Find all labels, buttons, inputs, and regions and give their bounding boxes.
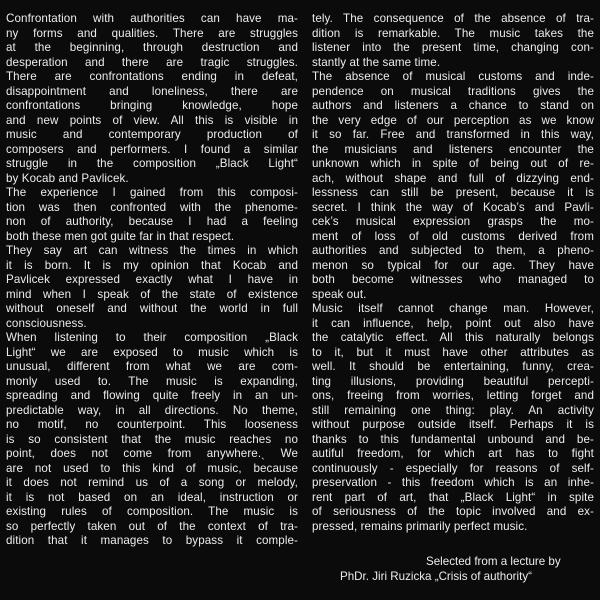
text-line: it is not based on an ideal, instruction or [6,490,298,504]
text-line: tely. The consequence of the absence of tra- [312,12,594,25]
text-line: ment of loss of old customs derived from [312,229,594,243]
text-line: Light“ we are exposed to music which is [6,345,298,359]
text-line: authors and listeners a chance to stand on [312,99,594,112]
text-line: tion was then confronted with the phenome- [6,200,298,214]
text-line: still remaining one thing: play. An activity [312,403,594,417]
text-line: without oneself and without the world in full [6,302,298,315]
text-line: stantly at the same time. [312,55,441,69]
text-line: monly used to. The music is expanding, [6,374,298,388]
text-line: lessness can still be present, because it is [312,186,594,199]
text-line: pressed, remains primarily perfect music. [312,519,528,533]
text-line: it does not remind us of a song or melody, [6,476,298,489]
text-line: preservation - this freedom which is an inhe- [312,476,594,489]
text-line: ny forms and qualities. There are struggles [6,26,298,40]
text-line: When listening to their composition „Black [6,331,298,344]
text-line: Confrontation with authorities can have ma- [6,12,298,25]
text-line: by Kocab and Pavlicek. [6,171,129,185]
text-line: secret. I think the way of Kocab’s and Pavli- [312,200,594,214]
text-line: music and contemporary production of [6,128,298,141]
text-line: well. It should be entertaining, funny, crea- [312,360,594,373]
text-line: autiful freedom, for which art has to fight [312,447,594,460]
text-line: is so consistent that the music reaches no [6,432,298,446]
text-line: The experience I gained from this composi- [6,186,298,199]
text-line: to it, but it must have other attributes as [312,345,594,359]
text-line: it can influence, help, point out also have [312,316,594,330]
text-line: of seriousness of the topic involved and ex- [312,505,594,518]
text-line: unusual, different from what we are com- [6,360,298,373]
text-line: There are confrontations ending in defeat, [6,70,298,83]
text-line: without purpose outside itself. Perhaps it is [312,418,594,431]
text-line: unknown which in spite of being out of re- [312,157,594,170]
text-line: at the beginning, through destruction and [6,41,298,54]
text-line: disappointment and loneliness, there are [6,84,298,98]
text-line: struggle in the composition „Black Light“ [6,157,298,170]
text-line: dition that it manages to bypass it comple- [6,534,298,547]
attribution-author: PhDr. Jiri Ruzicka „Crisis of authority“ [340,570,532,583]
right-text-column [312,12,594,534]
text-line: ons, freeing from worries, letting forget and [312,389,594,402]
text-line: desperation and there are tragic struggles. [6,55,298,69]
text-line: cek’s musical expression grasps the mo- [312,215,594,228]
text-line: point, does not come from anywhere.ˎ We [6,447,298,460]
text-line: Music itself cannot change man. However, [312,302,594,315]
text-line: confrontations bringing knowledge, hope [6,99,298,112]
left-text-column [6,12,298,549]
text-line: the catalytic effect. All this naturally belongs [312,331,594,344]
text-line: listener into the present time, changing con- [312,41,594,54]
text-line: the very edge of our perception as we know [312,113,594,127]
text-line: dition is remarkable. The music takes the [312,26,594,40]
text-line: it so far. Free and transformed in this way, [312,128,594,141]
text-line: are not used to this kind of music, because [6,461,298,475]
text-line: ting illusions, providing beautiful percepti- [312,374,594,388]
text-line: menon so typical for our age. They have [312,258,594,272]
attribution-source: Selected from a lecture by [426,555,561,568]
text-line: it is born. It is my opinion that Kocab and [6,258,298,272]
text-line: no motif, no counterpoint. This looseness [6,418,298,431]
text-line: consciousness. [6,316,87,330]
text-line: so perfectly taken out of the context of tra- [6,519,298,533]
text-line: The absence of musical customs and inde- [312,70,594,83]
text-line: composers and performers. I found a similar [6,142,298,156]
text-line: both these men got guite far in that respect. [6,229,235,243]
text-line: and new points of view. All this is visible in [6,113,298,127]
text-line: Pavlicek expressed exactly what I have in [6,273,298,286]
text-line: They say art can witness the times in which [6,244,298,257]
text-line: both become witnesses who managed to [312,273,594,286]
text-line: authorities and subjected to them, a pheno- [312,244,594,257]
text-line: speak out. [312,287,367,301]
text-line: rent part of art, that „Black Light“ in spite [312,490,594,504]
text-line: the musicians and listeners encounter the [312,142,594,156]
text-line: thanks to this fundamental unbound and be- [312,432,594,446]
text-line: pendence on musical traditions gives the [312,84,594,98]
text-line: non of authority, because I had a feeling [6,215,298,228]
text-line: spreading and flowing quite freely in an un- [6,389,298,402]
text-line: continuously - especially for reasons of self- [312,461,594,475]
text-line: ach, without shape and full of dizzying end- [312,171,594,185]
text-line: predictable way, in all directions. No theme, [6,403,298,417]
text-line: existing rules of composition. The music is [6,505,298,518]
text-line: mind when I speak of the state of existence [6,287,298,301]
